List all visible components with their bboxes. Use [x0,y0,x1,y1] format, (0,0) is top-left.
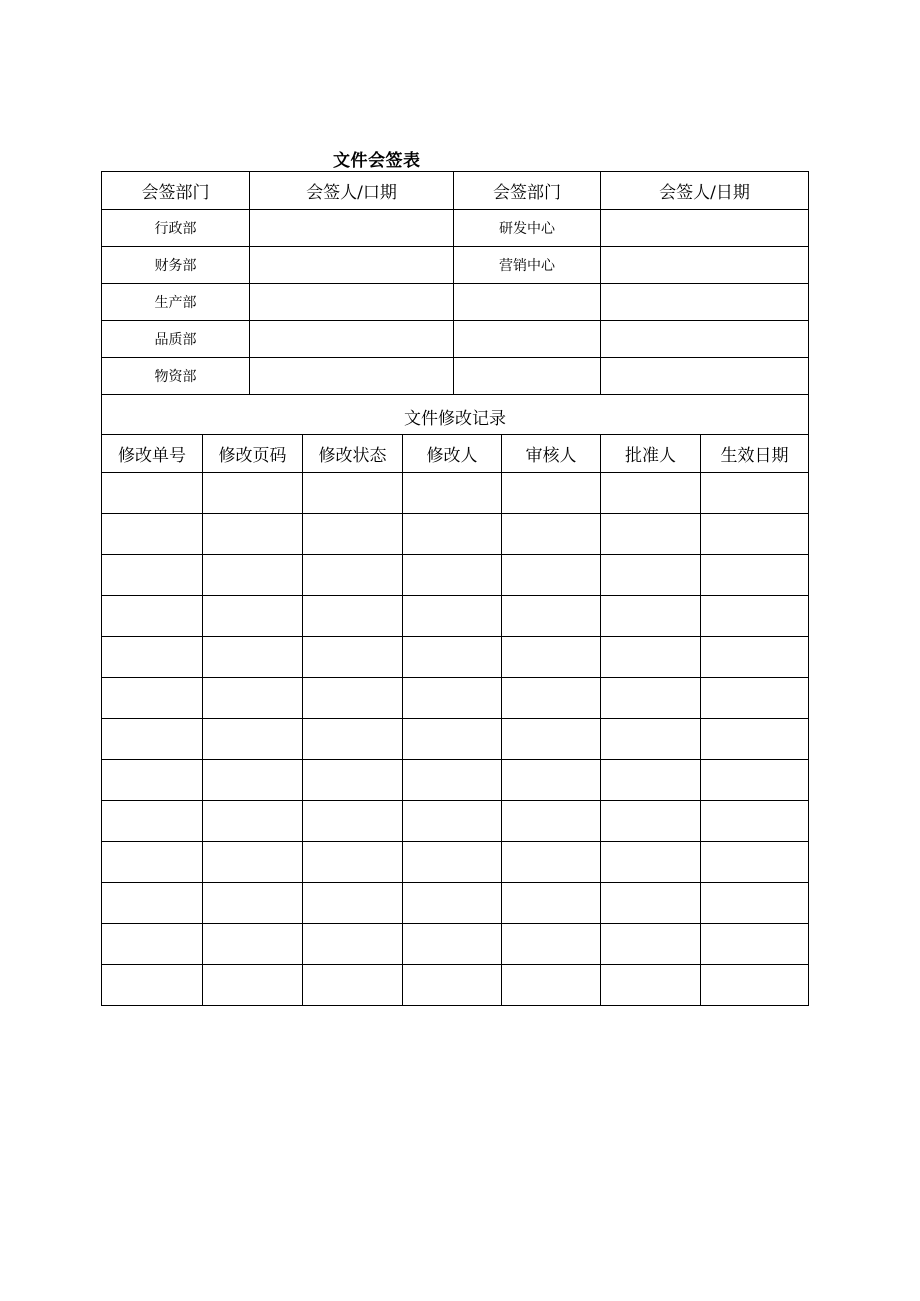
reviser-cell[interactable] [403,760,502,801]
reviser-cell[interactable] [403,678,502,719]
revision-no-cell[interactable] [102,596,203,637]
revision-status-cell[interactable] [303,965,403,1006]
revision-header-row [102,435,809,473]
signer-left-cell[interactable] [250,321,454,358]
signoff-row [102,247,809,284]
revision-status-cell[interactable] [303,678,403,719]
reviser-cell[interactable] [403,473,502,514]
effective-date-cell[interactable] [701,801,809,842]
approver-cell[interactable] [601,473,701,514]
dept-right-cell[interactable] [454,284,601,321]
signer-right-cell[interactable] [601,284,809,321]
reviewer-cell[interactable] [502,637,601,678]
revision-status-cell[interactable] [303,842,403,883]
dept-right-cell[interactable] [454,321,601,358]
revision-page-cell[interactable] [203,514,303,555]
revision-no-cell[interactable] [102,637,203,678]
revision-row [102,801,809,842]
effective-date-cell[interactable] [701,473,809,514]
effective-date-cell[interactable] [701,924,809,965]
signoff-row [102,321,809,358]
effective-date-cell[interactable] [701,514,809,555]
dept-right-cell[interactable] [454,358,601,395]
reviser-cell[interactable] [403,883,502,924]
revision-page-cell[interactable] [203,596,303,637]
revision-status-cell[interactable] [303,719,403,760]
revision-status-cell[interactable] [303,555,403,596]
approver-cell[interactable] [601,760,701,801]
reviewer-cell[interactable] [502,924,601,965]
approver-cell[interactable] [601,555,701,596]
approver-cell[interactable] [601,924,701,965]
revision-row [102,596,809,637]
effective-date-cell[interactable] [701,883,809,924]
revision-record-title: 文件修改记录 [102,395,809,438]
header-approver: 批准人 [601,435,701,473]
signer-left-cell[interactable] [250,284,454,321]
dept-left-cell: 生产部 [102,284,250,321]
signer-right-cell[interactable] [601,358,809,395]
revision-no-cell[interactable] [102,924,203,965]
reviewer-cell[interactable] [502,965,601,1006]
revision-no-cell[interactable] [102,514,203,555]
effective-date-cell[interactable] [701,596,809,637]
reviewer-cell[interactable] [502,842,601,883]
revision-title-row [102,395,809,438]
revision-page-cell[interactable] [203,883,303,924]
revision-status-cell[interactable] [303,514,403,555]
signoff-table [101,171,809,437]
dept-right-cell: 研发中心 [454,210,601,247]
header-revision-no: 修改单号 [102,435,203,473]
approver-cell[interactable] [601,842,701,883]
approver-cell[interactable] [601,965,701,1006]
revision-row [102,965,809,1006]
signoff-row [102,358,809,395]
header-revision-page: 修改页码 [203,435,303,473]
reviewer-cell[interactable] [502,514,601,555]
reviewer-cell[interactable] [502,473,601,514]
effective-date-cell[interactable] [701,719,809,760]
revision-page-cell[interactable] [203,801,303,842]
revision-page-cell[interactable] [203,719,303,760]
approver-cell[interactable] [601,678,701,719]
header-dept-left: 会签部门 [102,172,250,210]
revision-no-cell[interactable] [102,555,203,596]
revision-no-cell[interactable] [102,760,203,801]
dept-left-cell: 品质部 [102,321,250,358]
signer-left-cell[interactable] [250,210,454,247]
reviewer-cell[interactable] [502,760,601,801]
revision-no-cell[interactable] [102,965,203,1006]
reviewer-cell[interactable] [502,555,601,596]
effective-date-cell[interactable] [701,760,809,801]
effective-date-cell[interactable] [701,965,809,1006]
revision-page-cell[interactable] [203,760,303,801]
revision-status-cell[interactable] [303,473,403,514]
revision-no-cell[interactable] [102,842,203,883]
revision-page-cell[interactable] [203,473,303,514]
revision-page-cell[interactable] [203,555,303,596]
revision-no-cell[interactable] [102,801,203,842]
revision-page-cell[interactable] [203,637,303,678]
reviser-cell[interactable] [403,965,502,1006]
approver-cell[interactable] [601,596,701,637]
reviewer-cell[interactable] [502,719,601,760]
reviewer-cell[interactable] [502,596,601,637]
revision-row [102,924,809,965]
approver-cell[interactable] [601,637,701,678]
dept-left-cell: 物资部 [102,358,250,395]
reviewer-cell[interactable] [502,678,601,719]
revision-no-cell[interactable] [102,678,203,719]
revision-row [102,883,809,924]
signer-left-cell[interactable] [250,247,454,284]
reviser-cell[interactable] [403,842,502,883]
revision-status-cell[interactable] [303,883,403,924]
revision-page-cell[interactable] [203,965,303,1006]
header-effective-date: 生效日期 [701,435,809,473]
revision-row [102,637,809,678]
document-title: 文件会签表 [333,151,421,171]
header-reviewer: 审核人 [502,435,601,473]
revision-status-cell[interactable] [303,596,403,637]
revision-status-cell[interactable] [303,760,403,801]
revision-status-cell[interactable] [303,924,403,965]
revision-no-cell[interactable] [102,883,203,924]
header-dept-right: 会签部门 [454,172,601,210]
revision-row [102,678,809,719]
dept-right-cell: 营销中心 [454,247,601,284]
signoff-header-row [102,172,809,210]
revision-row [102,842,809,883]
reviser-cell[interactable] [403,719,502,760]
reviser-cell[interactable] [403,555,502,596]
revision-page-cell[interactable] [203,842,303,883]
signer-right-cell[interactable] [601,321,809,358]
reviser-cell[interactable] [403,514,502,555]
reviser-cell[interactable] [403,924,502,965]
reviewer-cell[interactable] [502,883,601,924]
revision-row [102,719,809,760]
approver-cell[interactable] [601,514,701,555]
revision-row [102,760,809,801]
reviser-cell[interactable] [403,801,502,842]
approver-cell[interactable] [601,883,701,924]
revision-body [102,473,809,1006]
revision-status-cell[interactable] [303,801,403,842]
revision-no-cell[interactable] [102,473,203,514]
header-revision-status: 修改状态 [303,435,403,473]
approver-cell[interactable] [601,801,701,842]
effective-date-cell[interactable] [701,637,809,678]
signer-right-cell[interactable] [601,210,809,247]
effective-date-cell[interactable] [701,842,809,883]
revision-row [102,473,809,514]
effective-date-cell[interactable] [701,555,809,596]
revision-page-cell[interactable] [203,678,303,719]
revision-status-cell[interactable] [303,637,403,678]
signer-left-cell[interactable] [250,358,454,395]
signoff-row [102,284,809,321]
revision-row [102,555,809,596]
signoff-row [102,210,809,247]
revision-row [102,514,809,555]
reviewer-cell[interactable] [502,801,601,842]
header-signer-right: 会签人/日期 [601,172,809,210]
reviser-cell[interactable] [403,637,502,678]
effective-date-cell[interactable] [701,678,809,719]
dept-left-cell: 行政部 [102,210,250,247]
approver-cell[interactable] [601,719,701,760]
header-reviser: 修改人 [403,435,502,473]
signer-right-cell[interactable] [601,247,809,284]
revision-page-cell[interactable] [203,924,303,965]
reviser-cell[interactable] [403,596,502,637]
dept-left-cell: 财务部 [102,247,250,284]
revision-table [101,434,809,1006]
revision-no-cell[interactable] [102,719,203,760]
header-signer-left: 会签人/口期 [250,172,454,210]
